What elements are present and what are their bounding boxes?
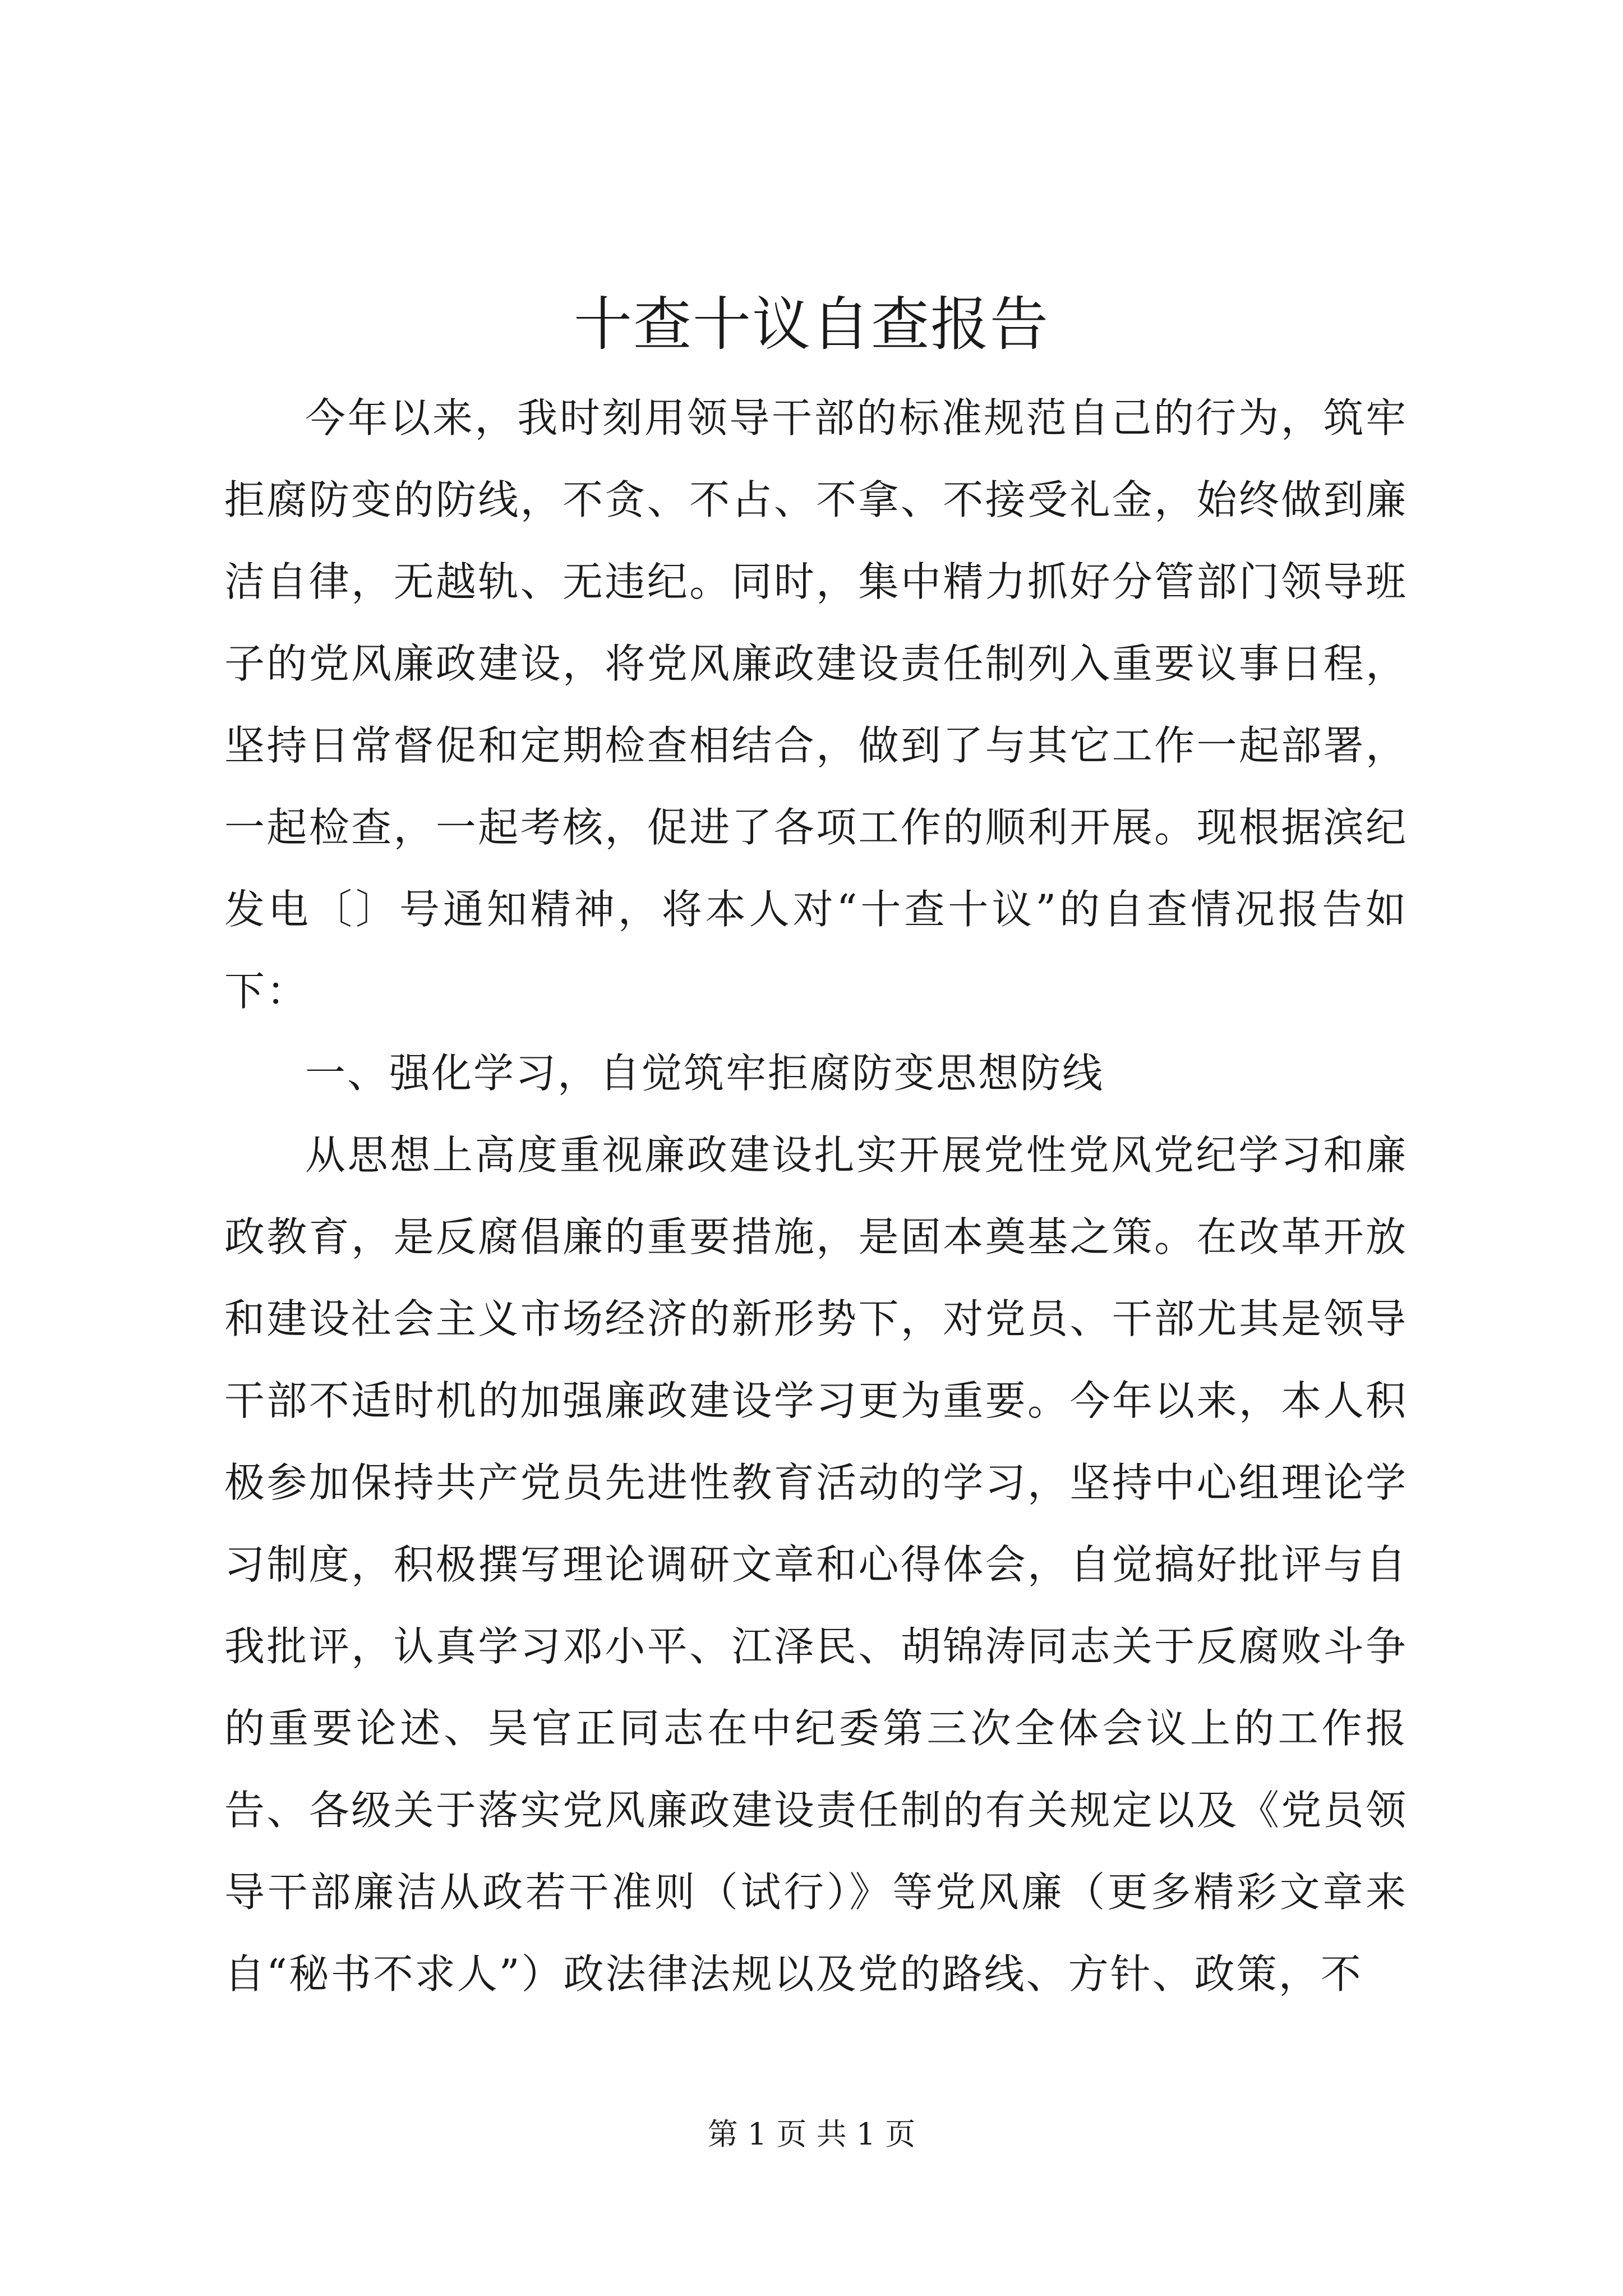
document-title: 十查十议自查报告: [573, 290, 1049, 358]
paragraph-section-1: 从思想上高度重视廉政建设扎实开展党性党风党纪学习和廉政教育，是反腐倡廉的重要措施，是固本奠基之策。在改革开放和建设社会主义市场经济的新形势下，对党员、干部尤其是领导干部不适时机的加强廉政建设学习更为重要。今年以来，本人积极参加保持共产党员先进性教育活动的学习，坚持中心组理论学习制度，积极撰写理论调研文章和心得体会，自觉搞好批评与自我批评，认真学习邓小平、江泽民、胡锦涛同志关于反腐败斗争的重要论述、吴官正同志在中纪委第三次全体会议上的工作报告、各级关于落实党风廉政建设责任制的有关规定以及《党员领导干部廉洁从政若干准则（试行）》等党风廉（更多精彩文章来自“秘书不求人”）政法律法规以及党的路线、方针、政策，不: [224, 1131, 1408, 1998]
document-body: [224, 377, 1408, 2015]
paragraph-intro: 今年以来，我时刻用领导干部的标准规范自己的行为，筑牢拒腐防变的防线，不贪、不占、不拿、不接受礼金，始终做到廉洁自律，无越轨、无违纪。同时，集中精力抓好分管部门领导班子的党风廉政建设，将党风廉政建设责任制列入重要议事日程，坚持日常督促和定期检查相结合，做到了与其它工作一起部署，一起检查，一起考核，促进了各项工作的顺利开展。现根据滨纪发电〔〕号通知精神，将本人对“十查十议”的自查情况报告如下：: [224, 394, 1408, 1015]
section-heading-1: 一、强化学习，自觉筑牢拒腐防变思想防线: [305, 1050, 1105, 1097]
page-footer: 第 1 页 共 1 页: [707, 2116, 916, 2152]
